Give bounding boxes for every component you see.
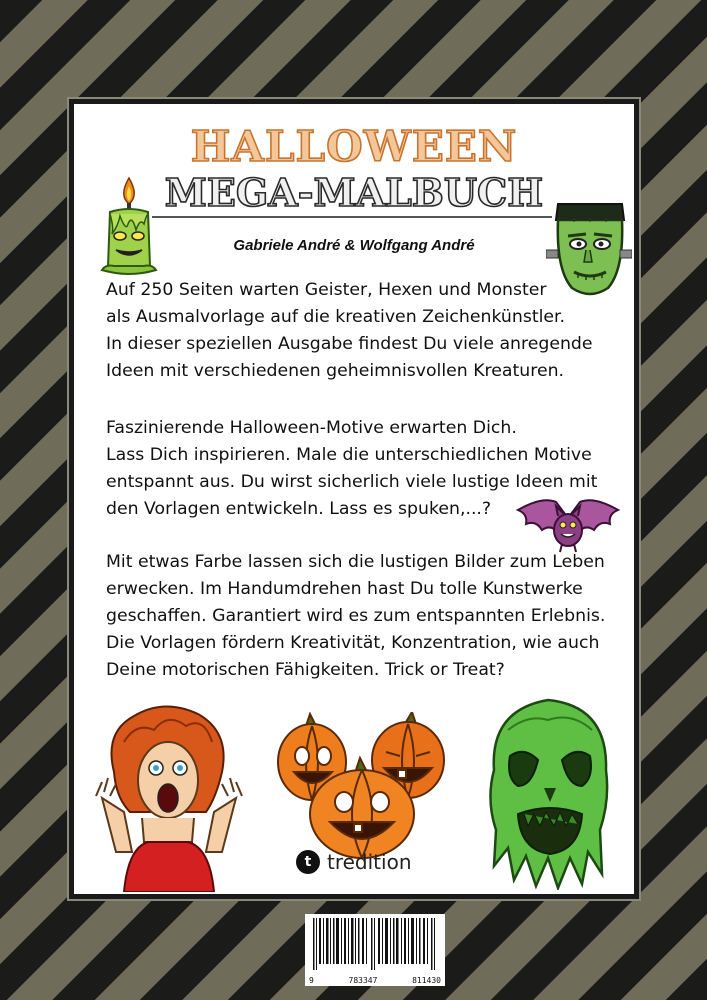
text-line: In dieser speziellen Ausgabe findest Du viele anregende <box>106 334 593 354</box>
text-line: Deine motorischen Fähigkeiten. Trick or Treat? <box>106 660 505 680</box>
barcode-digit-group: 811430 <box>412 976 441 985</box>
title-mega-malbuch: MEGA-MALBUCH <box>164 170 544 215</box>
paragraph-1 <box>106 277 626 385</box>
text-line: Die Vorlagen fördern Kreativität, Konzentration, wie auch <box>106 633 600 653</box>
text-line: geschaffen. Garantiert wird es zum entspannten Erlebnis. <box>106 606 606 626</box>
text-line: Faszinierende Halloween-Motive erwarten Dich. <box>106 418 517 438</box>
cover-panel <box>69 99 639 899</box>
text-line: Lass Dich inspirieren. Male die unterschiedlichen Motive <box>106 445 592 465</box>
text-line: Ideen mit verschiedenen geheimnisvollen Kreaturen. <box>106 361 565 381</box>
title-halloween: HALLOWEEN <box>190 122 518 171</box>
screaming-woman-illustration <box>94 702 244 892</box>
paragraph-3 <box>106 549 626 684</box>
barcode-digits <box>305 976 445 985</box>
publisher-name: tredition <box>327 850 412 874</box>
barcode-bars <box>305 914 445 974</box>
text-line: Mit etwas Farbe lassen sich die lustigen Bilder zum Leben <box>106 552 605 572</box>
barcode-digit-group: 783347 <box>348 976 378 985</box>
publisher-logo <box>296 849 412 875</box>
text-line: den Vorlagen entwickeln. Lass es spuken,...? <box>106 499 492 519</box>
text-line: entspannt aus. Du wirst sicherlich viele lustige Ideen mit <box>106 472 598 492</box>
laughing-pumpkins-illustration <box>270 712 450 862</box>
barcode <box>305 914 445 986</box>
title-underline <box>152 216 552 218</box>
barcode-digit-group: 9 <box>309 976 314 985</box>
bat-icon <box>512 494 624 556</box>
tredition-logo-icon: t <box>296 850 320 874</box>
slime-monster-illustration <box>474 690 624 890</box>
text-line: als Ausmalvorlage auf die kreativen Zeichenkünstler. <box>106 307 566 327</box>
candle-monster-icon <box>100 174 158 282</box>
text-line: Auf 250 Seiten warten Geister, Hexen und Monster <box>106 280 547 300</box>
authors: Gabriele André & Wolfgang André <box>233 237 475 254</box>
text-line: erwecken. Im Handumdrehen hast Du tolle Kunstwerke <box>106 579 583 599</box>
